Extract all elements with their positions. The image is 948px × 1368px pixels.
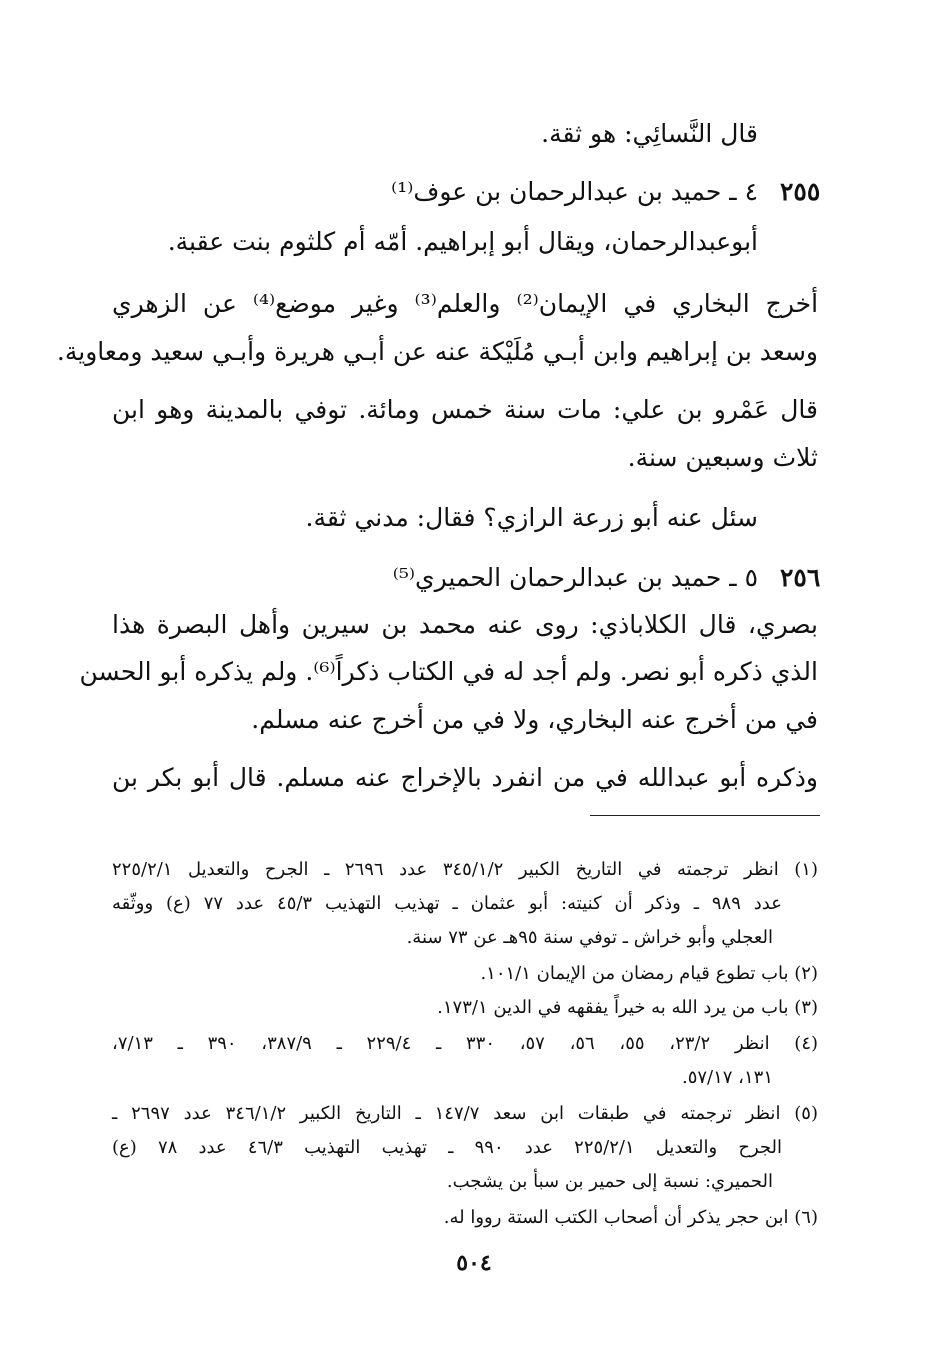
footnote-3: (٣) باب من يرد الله به خيراً يفقهه في الدين ١٧٣/١. [437, 997, 818, 1018]
body-line: سئل عنه أبو زرعة الرازي؟ فقال: مدني ثقة. [305, 503, 758, 532]
body-line: بصري، قال الكلاباذي: روى عنه محمد بن سيرين وأهل البصرة هذا [112, 610, 818, 639]
footnote-4: (٤) انظر ٢٣/٢، ٥٥، ٥٦، ٥٧، ٣٣٠ ـ ٢٢٩/٤ ـ ٣٨٧/٩، ٣٩٠ ـ ٧/١٣، [112, 1033, 819, 1054]
body-line: قال عَمْرو بن علي: مات سنة خمس ومائة. توفي بالمدينة وهو ابن [112, 395, 818, 424]
body-line: الذي ذكره أبو نصر. ولم أجد له في الكتاب ذكراً⁽⁶⁾. ولم يذكره أبو الحسن [79, 657, 818, 686]
footnote-5-cont: الجرح والتعديل ٢٢٥/٢/١ عدد ٩٩٠ ـ تهذيب التهذيب ٤٦/٣ عدد ٧٨ (ع) [112, 1137, 782, 1158]
body-line: وسعد بن إبراهيم وابن أبـي مُلَيْكة عنه عن أبـي هريرة وأبـي سعيد ومعاوية. [56, 337, 818, 366]
footnote-divider [590, 815, 820, 816]
body-line: في من أخرج عنه البخاري، ولا في من أخرج عنه مسلم. [251, 705, 818, 734]
page-number: ٥٠٤ [456, 1250, 492, 1276]
body-line: وذكره أبو عبدالله في من انفرد بالإخراج عنه مسلم. قال أبو بكر بن [112, 763, 818, 792]
footnote-5-cont: الحميري: نسبة إلى حمير بن سبأ بن يشجب. [446, 1171, 773, 1192]
entry-number: ٢٥٥ [780, 177, 821, 206]
footnote-1-cont: العجلي وأبو خراش ـ توفي سنة ٩٥هـ عن ٧٣ سنة. [406, 927, 773, 948]
body-line: قال النَّسائِي: هو ثقة. [541, 119, 758, 148]
footnote-4-cont: ١٣١، ٥٧/١٧. [681, 1067, 773, 1088]
footnote-1-cont: عدد ٩٨٩ ـ وذكر أن كنيته: أبو عثمان ـ تهذيب التهذيب ٤٥/٣ عدد ٧٧ (ع) ووثّقه [112, 893, 782, 914]
footnote-6: (٦) ابن حجر يذكر أن أصحاب الكتب الستة رووا له. [443, 1207, 818, 1228]
footnote-2: (٢) باب تطوع قيام رمضان من الإيمان ١٠١/١. [480, 963, 818, 984]
footnote-5: (٥) انظر ترجمته في طبقات ابن سعد ١٤٧/٧ ـ التاريخ الكبير ٣٤٦/١/٢ عدد ٢٦٩٧ ـ [112, 1103, 818, 1124]
entry-heading: ٥ ـ حميد بن عبدالرحمان الحميري⁽⁵⁾ [392, 563, 758, 592]
body-line: ثلاث وسبعين سنة. [627, 443, 818, 472]
body-line: أبوعبدالرحمان، ويقال أبو إبراهيم. أمّه أم كلثوم بنت عقبة. [167, 227, 758, 256]
entry-heading: ٤ ـ حميد بن عبدالرحمان بن عوف⁽¹⁾ [391, 177, 758, 206]
body-line: أخرج البخاري في الإيمان⁽²⁾ والعلم⁽³⁾ وغير موضع⁽⁴⁾ عن الزهري [112, 289, 819, 318]
footnote-1: (١) انظر ترجمته في التاريخ الكبير ٣٤٥/١/٢ عدد ٢٦٩٦ ـ الجرح والتعديل ٢٢٥/٢/١ [112, 859, 818, 880]
entry-number: ٢٥٦ [780, 563, 821, 592]
